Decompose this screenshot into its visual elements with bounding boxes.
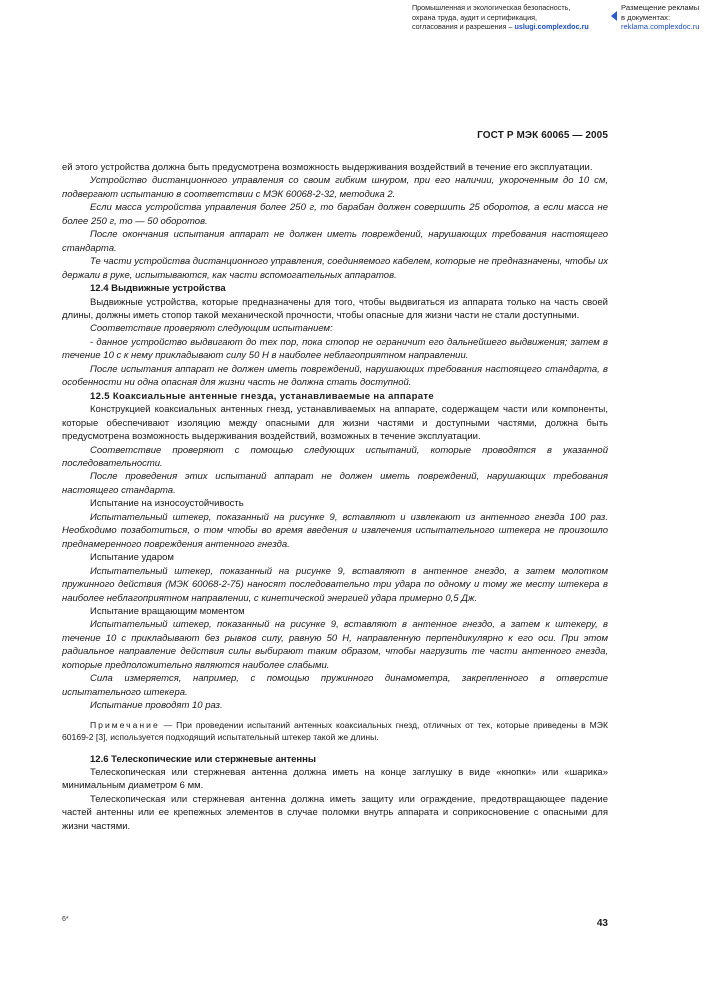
banner-services-line1: Промышленная и экологическая безопасность, [412, 3, 571, 12]
banner-services-line3: согласования и разрешения – uslugi.complexdoc.ru [412, 22, 589, 32]
subsection-title: Испытание ударом [90, 552, 174, 564]
paragraph: ей этого устройства должна быть предусмотрена возможность выдерживания воздействий в течение его эксплуатации. [62, 162, 593, 173]
paragraph: Сила измеряется, например, с помощью пружинного динамометра, закрепленного в отверстие испытательного штекера. [62, 673, 608, 698]
note [62, 719, 608, 744]
paragraph: Те части устройства дистанционного управления, соединяемого кабелем, которые не предназначены, чтобы их держали в руке, испытываются, как части вспомогательных аппаратов. [62, 256, 608, 281]
paragraph: Устройство дистанционного управления со своим гибким шнуром, при его наличии, укороченным до 10 см, подвергают испытанию в соответствии с МЭК 60068-2-32, методика 2. [62, 175, 608, 200]
document-body [62, 161, 608, 833]
paragraph: После испытания аппарат не должен иметь повреждений, нарушающих требования настоящего стандарта, в особенности ни одна опасная для жизни часть не должна стать доступной. [62, 363, 608, 389]
paragraph: Соответствие проверяют следующим испытанием: [90, 323, 333, 335]
section-heading: 12.6 Телескопические или стержневые антенны [90, 753, 317, 765]
subsection-title: Испытание вращающим моментом [90, 605, 245, 617]
page-number: 43 [596, 918, 608, 929]
section-heading: 12.5 Коаксиальные антенные гнезда, устанавливаемые на аппарате [90, 390, 434, 402]
banner-services [412, 3, 608, 32]
banner-services-line2: охрана труда, аудит и сертификация, [412, 12, 537, 22]
paragraph: Испытательный штекер, показанный на рисунке 9, вставляют в антенное гнездо, а затем молотком пружинного действия (МЭК 60068-2-75) наносят последовательно три удара по одному и тому же месту штекера в наиболее неблагоприятном направлении, с кинетической энергией удара примерно 0,5 Дж. [62, 565, 608, 604]
paragraph: Испытательный штекер, показанный на рисунке 9, вставляют в антенное гнездо, а затем к штекеру, в течение 10 с прикладывают без рывков силу, равную 50 Н, направленную перпендикулярно к его оси. При этом радиальное направление действия силы выбирают таким образом, чтобы нагрузить те части антенного гнезда, которые предположительно являются наиболее слабыми. [62, 619, 608, 671]
paragraph: После проведения этих испытаний аппарат не должен иметь повреждений, нарушающих требования настоящего стандарта. [62, 471, 608, 496]
paragraph: Соответствие проверяют с помощью следующих испытаний, которые проводятся в указанной последовательности. [62, 444, 608, 469]
note-text: — При проведении испытаний антенных коаксиальных гнезд, отличных от тех, которые приведены в МЭК 60169-2 [3], используется подходящий испытательный штекер такой же длины. [62, 719, 608, 743]
paragraph: Испытание проводят 10 раз. [90, 700, 223, 712]
banner-ads [621, 3, 711, 32]
services-link[interactable]: uslugi.complexdoc.ru [514, 22, 589, 32]
triangle-left-icon [611, 11, 617, 21]
paragraph: Телескопическая или стержневая антенна должна иметь защиту или ограждение, предотвращающее падение частей антенны или ее крепежных элементов в случае поломки внутрь аппарата и соприкосновение с опасными для жизни частями. [62, 793, 608, 832]
paragraph: - данное устройство выдвигают до тех пор, пока стопор не ограничит его дальнейшего выдвижения; затем в течение 10 с к нему прикладывают силу 50 Н в наиболее неблагоприятном направлении. [62, 336, 608, 362]
paragraph: Если масса устройства управления более 250 г, то барабан должен совершить 25 оборотов, а если масса не более 250 г, то — 50 оборотов. [62, 202, 608, 227]
document-standard-id: ГОСТ Р МЭК 60065 — 2005 [477, 130, 608, 141]
paragraph: Телескопическая или стержневая антенна должна иметь на конце заглушку в виде «кнопки» или «шарика» минимальным диаметром 6 мм. [62, 767, 608, 792]
banner-ads-line1: Размещение рекламы [621, 3, 700, 12]
subsection-title: Испытание на износоустойчивость [90, 498, 244, 510]
paragraph: Конструкцией коаксиальных антенных гнезд, устанавливаемых на аппарате, содержащем части или компоненты, которые обеспечивают изоляцию между опасными для жизни частями и доступными частями, должна быть предусмотрена возможность выдерживания воздействий, возможных в течение эксплуатации. [62, 404, 608, 443]
footer-sheet-mark: 6* [62, 916, 69, 923]
ads-link[interactable]: reklama.complexdoc.ru [621, 22, 700, 32]
note-label: Примечание [90, 719, 160, 730]
paragraph: После окончания испытания аппарат не должен иметь повреждений, нарушающих требования настоящего стандарта. [62, 229, 608, 254]
banner-ads-line2: в документах: [621, 12, 671, 22]
paragraph: Выдвижные устройства, которые предназначены для того, чтобы выдвигаться из аппарата только на часть своей длины, должны иметь стопор такой механической прочности, чтобы опасные для жизни части не стали доступными. [62, 296, 608, 321]
section-heading: 12.4 Выдвижные устройства [90, 283, 226, 295]
paragraph: Испытательный штекер, показанный на рисунке 9, вставляют и извлекают из антенного гнезда 100 раз. Необходимо позаботиться, о том чтобы во время введения и извлечения испытательного штекера не произошло преднамеренного повреждения антенного гнезда. [62, 511, 608, 550]
top-banner [0, 3, 711, 37]
